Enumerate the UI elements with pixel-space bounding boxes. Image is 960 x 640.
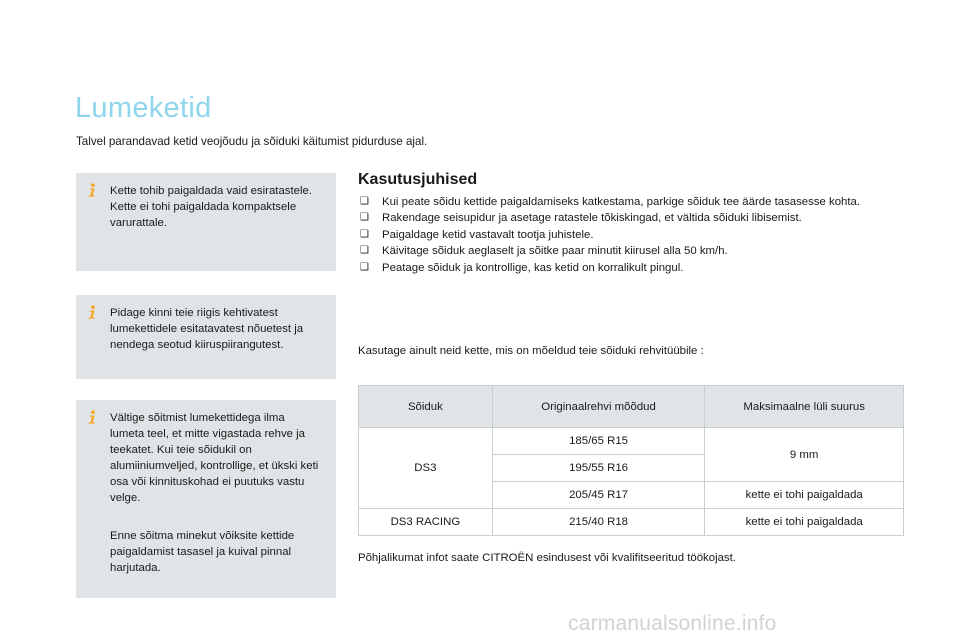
- max-link-cell: 9 mm: [705, 428, 904, 482]
- note-text-practice: Enne sõitma minekut võiksite kettide paigaldamist tasasel ja kuival pinnal harjutada.: [110, 530, 295, 574]
- table-row: [359, 509, 904, 536]
- table-row: [359, 428, 904, 455]
- note-text: Pidage kinni teie riigis kehtivatest lumekettidele esitatavatest nõuetest ja nendega seotud kiiruspiirangutest.: [110, 307, 304, 351]
- tire-size-cell: 195/55 R16: [492, 455, 705, 482]
- note-text: Kette tohib paigaldada vaid esiratastele. Kette ei tohi paigaldada kompaktsele varurattale.: [110, 185, 313, 229]
- info-note-regulations: [76, 295, 336, 379]
- bullet-icon: ❑: [360, 261, 369, 273]
- vehicle-cell: DS3: [359, 428, 493, 509]
- column-header-vehicle: Sõiduk: [359, 386, 493, 428]
- list-item: ❑ Käivitage sõiduk aeglaselt ja sõitke paar minutit kiirusel alla 50 km/h.: [360, 243, 860, 259]
- vehicle-cell: DS3 RACING: [359, 509, 493, 536]
- info-icon: [86, 410, 98, 424]
- info-note-front-wheels: [76, 173, 336, 271]
- watermark: carmanualsonline.info: [568, 612, 777, 635]
- bullet-icon: ❑: [360, 228, 369, 240]
- tire-size-cell: 205/45 R17: [492, 482, 705, 509]
- list-item: ❑ Kui peate sõidu kettide paigaldamiseks katkestama, parkige sõiduk tee äärde tasasesse kohta.: [360, 194, 860, 210]
- tire-size-cell: 215/40 R18: [492, 509, 705, 536]
- list-item: ❑ Peatage sõiduk ja kontrollige, kas ketid on korralikult pingul.: [360, 260, 860, 276]
- tire-chain-table: [358, 385, 904, 536]
- table-header-row: [359, 386, 904, 428]
- dealer-info-text: Põhjalikumat infot saate CITROËN esindusest või kvalifitseeritud töökojast.: [358, 552, 736, 564]
- info-note-no-snow: [76, 400, 336, 598]
- list-item: ❑ Paigaldage ketid vastavalt tootja juhistele.: [360, 227, 860, 243]
- bullet-icon: ❑: [360, 245, 369, 257]
- info-icon: [86, 183, 98, 197]
- instructions-heading: Kasutusjuhised: [358, 171, 478, 188]
- max-link-cell: kette ei tohi paigaldada: [705, 482, 904, 509]
- page-subtitle: Talvel parandavad ketid veojõudu ja sõiduki käitumist pidurduse ajal.: [76, 135, 428, 148]
- max-link-cell: kette ei tohi paigaldada: [705, 509, 904, 536]
- list-item: ❑ Rakendage seisupidur ja asetage ratastele tõkiskingad, et vältida sõiduki libisemist.: [360, 210, 860, 226]
- bullet-icon: ❑: [360, 196, 369, 207]
- bullet-icon: ❑: [360, 212, 369, 224]
- note-text: Vältige sõitmist lumekettidega ilma lumeta teel, et mitte vigastada rehve ja teekatet. Kui teie sõidukil on alumiiniumveljed, kontrollige, et ükski keti osa või kinnituskohad ei puutuks vastu velge.: [110, 412, 319, 504]
- tire-size-cell: 185/65 R15: [492, 428, 705, 455]
- instructions-list: [360, 194, 860, 276]
- tire-type-note: Kasutage ainult neid kette, mis on mõeldud teie sõiduki rehvitüübile :: [358, 345, 704, 357]
- page-title: Lumeketid: [75, 92, 212, 124]
- column-header-tire-size: Originaalrehvi mõõdud: [492, 386, 705, 428]
- info-icon: [86, 305, 98, 319]
- column-header-max-link: Maksimaalne lüli suurus: [705, 386, 904, 428]
